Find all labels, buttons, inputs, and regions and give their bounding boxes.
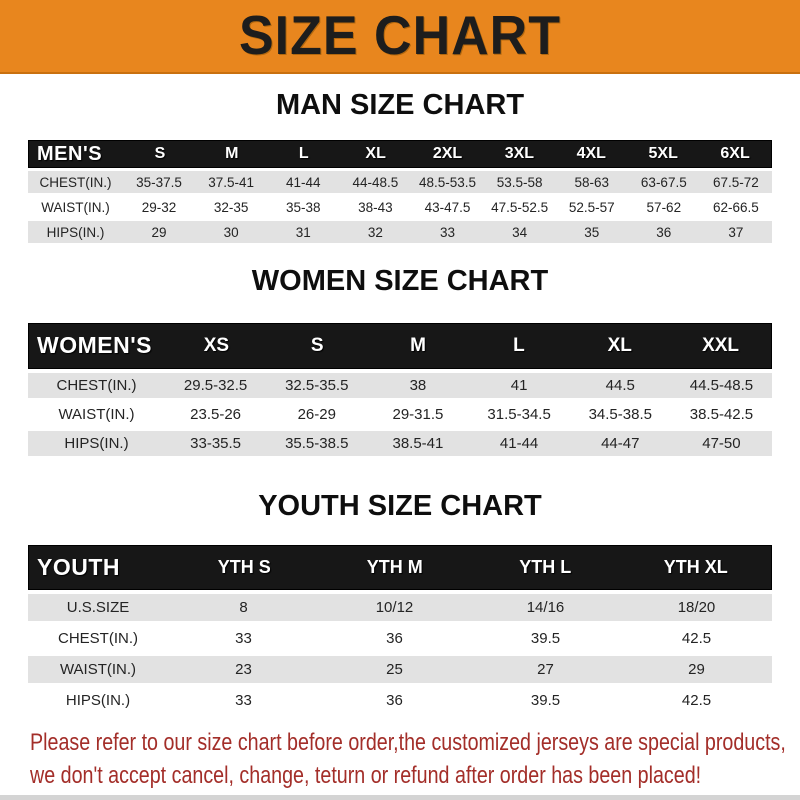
measurement-value: 36 xyxy=(386,630,403,648)
size-column-header: S xyxy=(154,145,166,163)
banner-title: SIZE CHART xyxy=(239,5,561,67)
size-column-header: S xyxy=(310,334,324,356)
women-size-table xyxy=(28,323,772,456)
measurement-value: 30 xyxy=(223,224,239,240)
measurement-value: 47-50 xyxy=(702,434,741,452)
measurement-value: 44-48.5 xyxy=(352,174,399,190)
row-label: CHEST(IN.) xyxy=(39,174,112,190)
measurement-value: 48.5-53.5 xyxy=(418,174,477,190)
measurement-value: 29-31.5 xyxy=(392,405,444,423)
group-label: YOUTH xyxy=(37,554,120,581)
measurement-value: 67.5-72 xyxy=(713,174,759,190)
measurement-value: 44.5 xyxy=(605,376,635,394)
table-row xyxy=(28,594,772,621)
row-label: WAIST(IN.) xyxy=(59,661,137,679)
measurement-value: 32.5-35.5 xyxy=(285,376,349,394)
measurement-value: 57-62 xyxy=(646,199,682,215)
measurement-value: 35-38 xyxy=(286,199,321,215)
table-header-row xyxy=(28,323,772,369)
size-column-header: XS xyxy=(203,334,230,356)
table-row xyxy=(28,431,772,456)
measurement-value: 10/12 xyxy=(375,599,414,617)
order-notice xyxy=(0,726,800,792)
size-column-header: XXL xyxy=(702,334,740,356)
table-row xyxy=(28,656,772,683)
measurement-value: 42.5 xyxy=(681,630,712,648)
row-label: WAIST(IN.) xyxy=(41,199,110,215)
measurement-value: 38 xyxy=(409,376,427,394)
size-column-header: YTH M xyxy=(366,557,423,578)
measurement-value: 29 xyxy=(151,224,167,240)
measurement-value: 47.5-52.5 xyxy=(491,199,549,215)
size-column-header: 3XL xyxy=(504,145,535,163)
measurement-value: 41 xyxy=(510,376,528,394)
measurement-value: 37 xyxy=(728,224,744,240)
man-size-section xyxy=(0,89,800,243)
man-size-heading: MAN SIZE CHART xyxy=(275,89,525,121)
table-row xyxy=(28,196,772,218)
row-label: HIPS(IN.) xyxy=(46,224,105,240)
size-column-header: 2XL xyxy=(432,145,463,163)
measurement-value: 44-47 xyxy=(601,434,640,452)
order-notice-line-2: we don't accept cancel, change, teturn or refund after order has been placed! xyxy=(30,762,702,790)
measurement-value: 32-35 xyxy=(213,199,249,215)
size-column-header: M xyxy=(410,334,426,356)
row-label: HIPS(IN.) xyxy=(65,692,131,710)
measurement-value: 33 xyxy=(235,692,252,710)
measurement-value: 43-47.5 xyxy=(424,199,471,215)
size-column-header: 6XL xyxy=(720,145,750,163)
measurement-value: 44.5-48.5 xyxy=(689,376,754,394)
table-row xyxy=(28,221,772,243)
measurement-value: 52.5-57 xyxy=(568,199,615,215)
measurement-value: 37.5-41 xyxy=(208,174,255,190)
size-column-header: YTH L xyxy=(519,557,572,578)
table-header-row xyxy=(28,545,772,590)
table-row xyxy=(28,625,772,652)
measurement-value: 38.5-42.5 xyxy=(689,405,754,423)
measurement-value: 36 xyxy=(386,692,403,710)
group-label: WOMEN'S xyxy=(37,332,153,359)
measurement-value: 35 xyxy=(584,224,600,240)
measurement-value: 31.5-34.5 xyxy=(487,405,551,423)
measurement-value: 29-32 xyxy=(141,199,177,215)
youth-size-table xyxy=(28,545,772,714)
table-row xyxy=(28,171,772,193)
size-column-header: 5XL xyxy=(648,145,678,163)
table-row xyxy=(28,373,772,398)
size-column-header: XL xyxy=(365,145,386,163)
measurement-value: 39.5 xyxy=(530,692,561,710)
measurement-value: 42.5 xyxy=(681,692,712,710)
measurement-value: 53.5-58 xyxy=(496,174,543,190)
order-notice-line-1: Please refer to our size chart before order,the customized jerseys are special products, xyxy=(30,729,786,757)
row-label: CHEST(IN.) xyxy=(58,630,138,648)
group-label: MEN'S xyxy=(37,142,103,165)
measurement-value: 23.5-26 xyxy=(190,405,242,423)
measurement-value: 31 xyxy=(295,224,311,240)
size-column-header: 4XL xyxy=(576,145,606,163)
measurement-value: 41-44 xyxy=(286,174,321,190)
measurement-value: 8 xyxy=(239,599,248,617)
measurement-value: 23 xyxy=(235,661,252,679)
measurement-value: 63-67.5 xyxy=(640,174,687,190)
man-size-table xyxy=(28,140,772,243)
measurement-value: 33 xyxy=(235,630,252,648)
measurement-value: 29 xyxy=(688,661,705,679)
measurement-value: 18/20 xyxy=(677,599,716,617)
measurement-value: 33-35.5 xyxy=(190,434,242,452)
women-size-heading: WOMEN SIZE CHART xyxy=(251,265,549,298)
size-column-header: L xyxy=(513,334,525,356)
size-chart-banner xyxy=(0,0,800,74)
bottom-edge-strip xyxy=(0,795,800,800)
youth-size-section xyxy=(0,490,800,714)
measurement-value: 27 xyxy=(537,661,554,679)
measurement-value: 36 xyxy=(656,224,672,240)
measurement-value: 41-44 xyxy=(499,434,539,452)
measurement-value: 39.5 xyxy=(530,630,561,648)
measurement-value: 38.5-41 xyxy=(392,434,444,452)
measurement-value: 33 xyxy=(439,224,455,240)
row-label: CHEST(IN.) xyxy=(56,376,137,394)
row-label: HIPS(IN.) xyxy=(64,434,129,452)
youth-size-heading: YOUTH SIZE CHART xyxy=(258,489,542,522)
measurement-value: 32 xyxy=(367,224,383,240)
size-column-header: XL xyxy=(607,334,632,356)
table-row xyxy=(28,402,772,427)
size-column-header: L xyxy=(298,145,309,163)
size-column-header: YTH XL xyxy=(663,557,728,578)
measurement-value: 58-63 xyxy=(574,174,609,190)
measurement-value: 62-66.5 xyxy=(713,199,759,215)
measurement-value: 35.5-38.5 xyxy=(285,434,349,452)
size-column-header: M xyxy=(225,145,239,163)
table-row xyxy=(28,687,772,714)
row-label: WAIST(IN.) xyxy=(58,405,135,423)
measurement-value: 35-37.5 xyxy=(136,174,182,190)
measurement-value: 14/16 xyxy=(526,599,565,617)
row-label: U.S.SIZE xyxy=(66,599,130,617)
measurement-value: 38-43 xyxy=(358,199,393,215)
size-column-header: YTH S xyxy=(217,557,271,578)
measurement-value: 25 xyxy=(386,661,403,679)
measurement-value: 34 xyxy=(512,224,528,240)
measurement-value: 34.5-38.5 xyxy=(588,405,652,423)
measurement-value: 26-29 xyxy=(297,405,336,423)
measurement-value: 29.5-32.5 xyxy=(183,376,248,394)
women-size-section xyxy=(0,265,800,455)
table-header-row xyxy=(28,140,772,168)
